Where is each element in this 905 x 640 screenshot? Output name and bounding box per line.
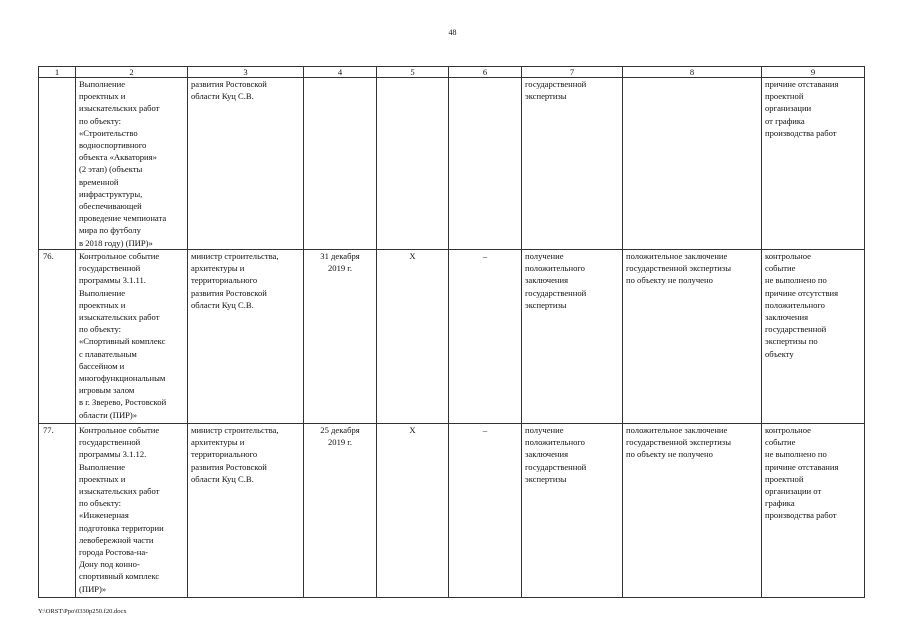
column6-cell: – — [449, 250, 522, 424]
column9-cell: контрольное событие не выполнено по причине отставания проектной организации от графика производства работ — [762, 424, 865, 598]
responsible-cell: министр строительства, архитектуры и территориального развития Ростовской области Куц С.В. — [188, 250, 304, 424]
column9-cell: причине отставания проектной организации от графика производства работ — [762, 78, 865, 250]
column6-cell: – — [449, 424, 522, 598]
deadline-cell: 25 декабря 2019 г. — [304, 424, 377, 598]
result-cell: государственной экспертизы — [522, 78, 623, 250]
table-row — [39, 424, 865, 598]
column-number: 5 — [377, 67, 449, 78]
page-number: 48 — [448, 28, 457, 37]
column5-cell: Х — [377, 250, 449, 424]
event-cell: Выполнение проектных и изыскательских работ по объекту: «Строительство водноспортивного объекта «Акватория» (2 этап) (объекты временной инфраструктуры, обеспечивающей проведение чемпионата мира по футболу в 2018 году) (ПИР)» — [76, 78, 188, 250]
column8-cell: положительное заключение государственной экспертизы по объекту не получено — [623, 424, 762, 598]
report-table — [38, 66, 865, 598]
deadline-cell: 31 декабря 2019 г. — [304, 250, 377, 424]
column-number: 9 — [762, 67, 865, 78]
column-number: 2 — [76, 67, 188, 78]
column-number: 1 — [39, 67, 76, 78]
column8-cell: положительное заключение государственной экспертизы по объекту не получено — [623, 250, 762, 424]
responsible-cell: развития Ростовской области Куц С.В. — [188, 78, 304, 250]
row-number-cell — [39, 78, 76, 250]
result-cell: получение положительного заключения государственной экспертизы — [522, 250, 623, 424]
column-number: 8 — [623, 67, 762, 78]
row-number-cell: 77. — [39, 424, 76, 598]
column-number: 3 — [188, 67, 304, 78]
responsible-cell: министр строительства, архитектуры и территориального развития Ростовской области Куц С.В. — [188, 424, 304, 598]
column8-cell — [623, 78, 762, 250]
column5-cell: Х — [377, 424, 449, 598]
column-number: 7 — [522, 67, 623, 78]
table-row — [39, 250, 865, 424]
column5-cell — [377, 78, 449, 250]
column-number-row — [39, 67, 865, 78]
column-number: 6 — [449, 67, 522, 78]
event-cell: Контрольное событие государственной программы 3.1.12. Выполнение проектных и изыскательских работ по объекту: «Инженерная подготовка территории левобережной части города Ростова-на- Дону под конно- спортивный комплекс (ПИР)» — [76, 424, 188, 598]
column-number: 4 — [304, 67, 377, 78]
column9-cell: контрольное событие не выполнено по причине отсутствия положительного заключения государственной экспертизы по объекту — [762, 250, 865, 424]
result-cell: получение положительного заключения государственной экспертизы — [522, 424, 623, 598]
column6-cell — [449, 78, 522, 250]
deadline-cell — [304, 78, 377, 250]
footer-file-path: Y:\ORST\Ppo\0330p250.f20.docx — [38, 608, 127, 615]
table-row — [39, 78, 865, 250]
row-number-cell: 76. — [39, 250, 76, 424]
event-cell: Контрольное событие государственной программы 3.1.11. Выполнение проектных и изыскательских работ по объекту: «Спортивный комплекс с плавательным бассейном и многофункциональным игровым залом в г. Зверево, Ростовской области (ПИР)» — [76, 250, 188, 424]
